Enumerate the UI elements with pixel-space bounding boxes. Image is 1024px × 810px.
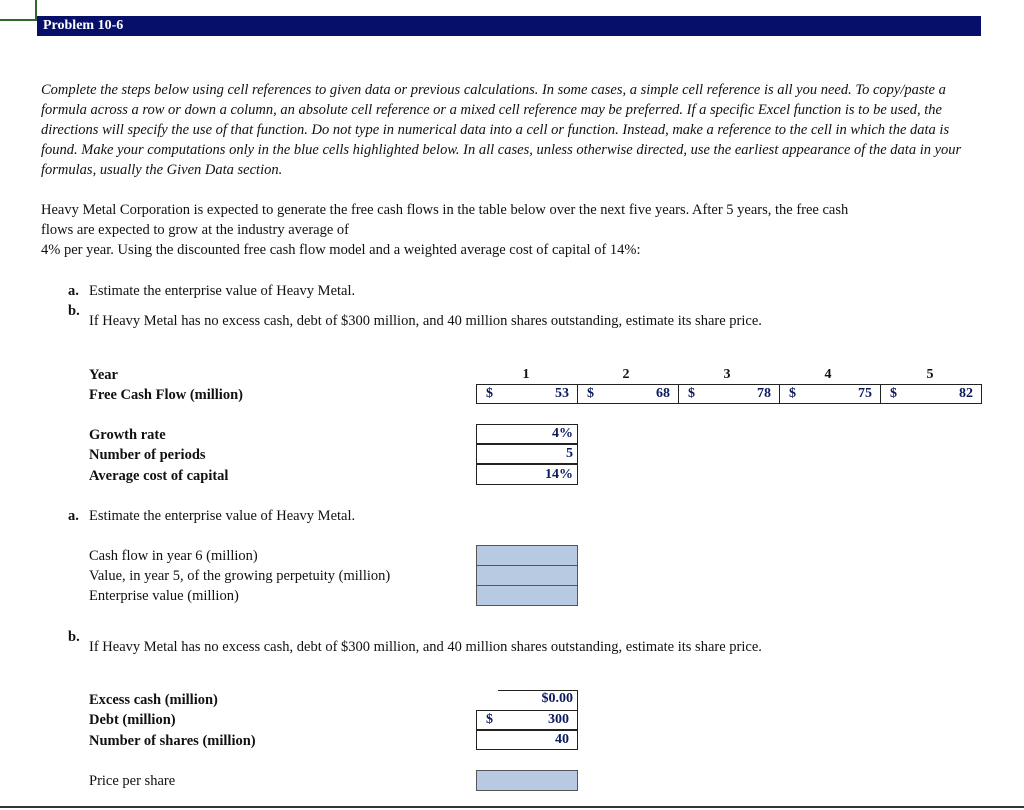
shares-value: 40 — [555, 732, 569, 747]
debt-label: Debt (million) — [89, 712, 176, 728]
fcf-value-3: 78 — [757, 386, 771, 401]
problem-title: Problem 10-6 — [43, 18, 124, 33]
year-2: 2 — [622, 367, 630, 382]
year-label: Year — [89, 367, 118, 383]
fcf-value-2: 68 — [656, 386, 670, 401]
fcf-cell-3 — [678, 384, 780, 404]
section-b-marker: b. — [68, 629, 80, 645]
section-a-marker: a. — [68, 508, 79, 524]
periods-value: 5 — [566, 446, 573, 461]
problem-line-1: Heavy Metal Corporation is expected to generate the free cash flows in the table below over the next five years. After 5 years, the free cash — [41, 202, 849, 218]
year-3: 3 — [723, 367, 731, 382]
fcf-label: Free Cash Flow (million) — [89, 387, 243, 403]
shares-cell — [476, 730, 578, 750]
perpetuity-value-label: Value, in year 5, of the growing perpetuity (million) — [89, 568, 391, 584]
instructions-text: Complete the steps below using cell references to given data or previous calculations. In some cases, a simple cell reference is all you need. To copy/paste a formula across a row or down a column, an absolute cell reference or a mixed cell reference may be preferred. If a specific Excel function is to be used, the directions will specify the use of that function. Do not type in numerical data into a cell or function. Instead, make a reference to the cell in which the data is found. Make your computations only in the blue cells highlighted below. In all cases, unless otherwise directed, use the earliest appearance of the data in your formulas, usually the Given Data section. — [41, 82, 962, 178]
price-per-share-label: Price per share — [89, 773, 176, 789]
periods-cell — [476, 444, 578, 464]
growth-rate-label: Growth rate — [89, 427, 166, 443]
section-b-heading: If Heavy Metal has no excess cash, debt of $300 million, and 40 million shares outstanding, estimate its share price. — [89, 639, 762, 655]
cash-flow-year6-label: Cash flow in year 6 (million) — [89, 548, 258, 564]
wacc-cell — [476, 464, 578, 485]
problem-title-bar — [37, 16, 981, 36]
currency-sign: $ — [688, 386, 695, 401]
problem-line-3: 4% per year. Using the discounted free cash flow model and a weighted average cost of capital of 14%: — [41, 242, 641, 258]
enterprise-value-input[interactable] — [476, 585, 578, 606]
fcf-value-5: 82 — [959, 386, 973, 401]
year-5: 5 — [926, 367, 934, 382]
growth-rate-cell — [476, 424, 578, 444]
bottom-divider — [0, 806, 1024, 808]
debt-value: 300 — [548, 712, 569, 727]
fcf-cell-2 — [577, 384, 679, 404]
fcf-cell-1 — [476, 384, 578, 404]
problem-line-2: flows are expected to grow at the industry average of — [41, 222, 350, 238]
price-per-share-input[interactable] — [476, 770, 578, 791]
part-a-text: Estimate the enterprise value of Heavy Metal. — [89, 283, 356, 299]
wacc-label: Average cost of capital — [89, 468, 229, 484]
excess-cash-label: Excess cash (million) — [89, 692, 218, 708]
shares-label: Number of shares (million) — [89, 733, 256, 749]
growth-rate-value: 4% — [552, 426, 573, 441]
wacc-value: 14% — [545, 467, 573, 482]
year-4: 4 — [824, 367, 832, 382]
year-1: 1 — [522, 367, 530, 382]
currency-sign: $ — [789, 386, 796, 401]
excess-cash-value: $0.00 — [541, 691, 573, 706]
section-a-heading: Estimate the enterprise value of Heavy Metal. — [89, 508, 356, 524]
excess-cash-cell — [476, 690, 578, 710]
fcf-value-4: 75 — [858, 386, 872, 401]
enterprise-value-label: Enterprise value (million) — [89, 588, 239, 604]
cell-corner-marker-h — [0, 19, 37, 21]
fcf-cell-5 — [880, 384, 982, 404]
currency-sign: $ — [890, 386, 897, 401]
part-a-marker: a. — [68, 283, 79, 299]
excess-cash-top-border — [498, 690, 578, 691]
fcf-value-1: 53 — [555, 386, 569, 401]
debt-currency-sign: $ — [486, 712, 493, 727]
part-b-text: If Heavy Metal has no excess cash, debt of $300 million, and 40 million shares outstanding, estimate its share price. — [89, 313, 762, 329]
fcf-cell-4 — [779, 384, 881, 404]
problem-statement — [41, 200, 981, 260]
debt-cell — [476, 710, 578, 730]
currency-sign: $ — [486, 386, 493, 401]
cash-flow-year6-input[interactable] — [476, 545, 578, 566]
periods-label: Number of periods — [89, 447, 206, 463]
currency-sign: $ — [587, 386, 594, 401]
perpetuity-value-input[interactable] — [476, 565, 578, 586]
part-b-marker: b. — [68, 303, 80, 319]
